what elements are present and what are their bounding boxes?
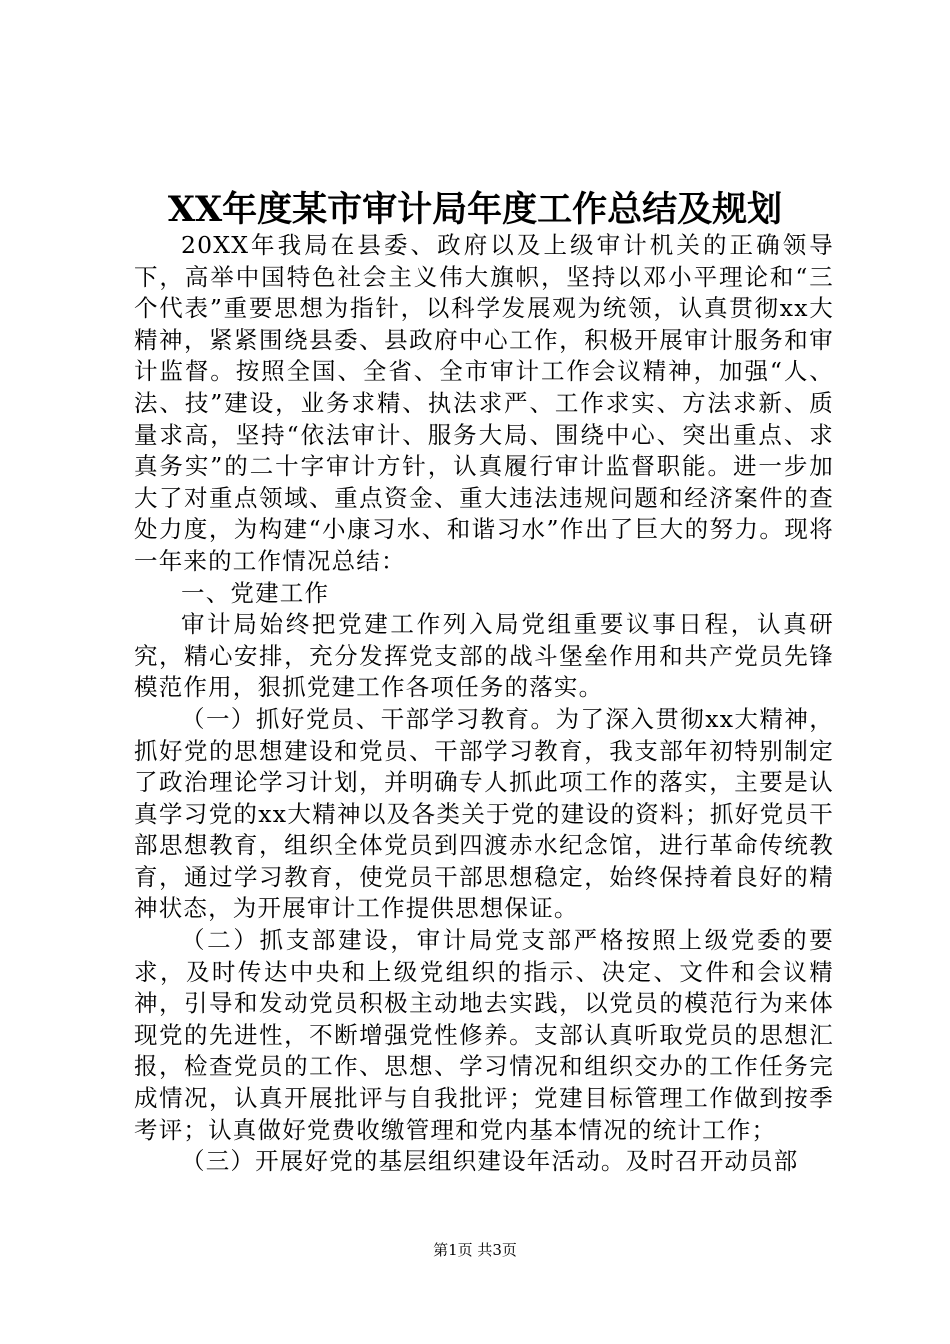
paragraph-party-building: 审计局始终把党建工作列入局党组重要议事日程，认真研究，精心安排，充分发挥党支部的战斗堡垒作用和共产党员先锋模范作用，狠抓党建工作各项任务的落实。 [134,610,834,702]
section-heading-party-building: 一、党建工作 [181,578,330,607]
page-footer: 第1页 共3页 [433,1241,517,1259]
paragraph-intro: 20XX年我局在县委、政府以及上级审计机关的正确领导下，高举中国特色社会主义伟大旗帜，坚持以邓小平理论和“三个代表”重要思想为指针，以科学发展观为统领，认真贯彻xx大精神，紧紧围绕县委、县政府中心工作，积极开展审计服务和审计监督。按照全国、全省、全市审计工作会议精神，加强“人、法、技”建设，业务求精、执法求严、工作求实、方法求新、质量求高，坚持“依法审计、服务大局、围绕中心、突出重点、求真务实”的二十字审计方针，认真履行审计监督职能。进一步加大了对重点领域、重点资金、重大违法违规问题和经济案件的查处力度，为构建“小康习水、和谐习水”作出了巨大的努力。现将一年来的工作情况总结： [134,231,834,575]
paragraph-item-2: （二）抓支部建设，审计局党支部严格按照上级党委的要求，及时传达中央和上级党组织的指示、决定、文件和会议精神，引导和发动党员积极主动地去实践，以党员的模范行为来体现党的先进性，不断增强党性修养。支部认真听取党员的思想汇报，检查党员的工作、思想、学习情况和组织交办的工作任务完成情况，认真开展批评与自我批评；党建目标管理工作做到按季考评；认真做好党费收缴管理和党内基本情况的统计工作； [134,926,834,1144]
document-body [134,230,834,1178]
paragraph-item-1: （一）抓好党员、干部学习教育。为了深入贯彻xx大精神，抓好党的思想建设和党员、干部学习教育，我支部年初特别制定了政治理论学习计划，并明确专人抓此项工作的落实，主要是认真学习党的xx大精神以及各类关于党的建设的资料；抓好党员干部思想教育，组织全体党员到四渡赤水纪念馆，进行革命传统教育，通过学习教育，使党员干部思想稳定，始终保持着良好的精神状态，为开展审计工作提供思想保证。 [134,704,834,923]
document-title: XX年度某市审计局年度工作总结及规划 [167,189,783,230]
paragraph-item-3: （三）开展好党的基层组织建设年活动。及时召开动员部 [181,1147,799,1176]
